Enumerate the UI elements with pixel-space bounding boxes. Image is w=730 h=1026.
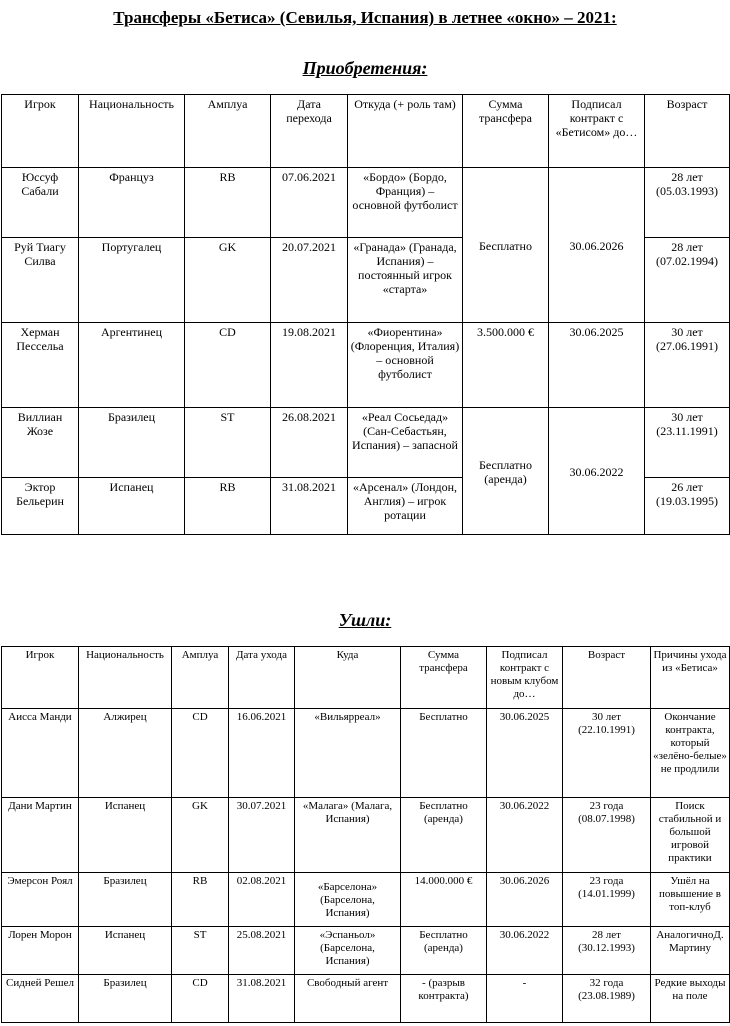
date-cell: 26.08.2021 [271,408,348,478]
date-cell: 31.08.2021 [229,975,295,1023]
to-cell: «Эспаньол» (Барселона, Испания) [295,927,401,975]
contract-cell: - [487,975,563,1023]
table-row [2,408,730,478]
acquisitions-table [1,94,730,535]
nationality-cell: Испанец [79,798,172,873]
fee-cell: Бесплатно (аренда) [463,408,549,535]
player-cell: Аисса Манди [2,709,79,798]
nationality-cell: Алжирец [79,709,172,798]
header-cell: Возраст [645,95,730,168]
header-cell: Причины ухода из «Бетиса» [651,647,730,709]
to-cell: «Барселона» (Барселона, Испания) [295,873,401,927]
header-cell: Игрок [2,647,79,709]
to-cell: «Малага» (Малага, Испания) [295,798,401,873]
nationality-cell: Португалец [79,238,185,323]
player-cell: Руй Тиагу Силва [2,238,79,323]
player-cell: Сидней Решел [2,975,79,1023]
header-cell: Амплуа [185,95,271,168]
age-cell: 30 лет (22.10.1991) [563,709,651,798]
to-cell: «Вильярреал» [295,709,401,798]
position-cell: RB [185,478,271,535]
nationality-cell: Испанец [79,478,185,535]
acquisitions-heading: Приобретения: [302,58,428,78]
age-cell: 28 лет (07.02.1994) [645,238,730,323]
from-cell: «Гранада» (Гранада, Испания) – постоянный игрок «старта» [348,238,463,323]
departures-heading: Ушли: [338,610,392,630]
fee-cell: Бесплатно [401,709,487,798]
player-cell: Виллиан Жозе [2,408,79,478]
from-cell: «Фиорентина» (Флоренция, Италия) – основной футболист [348,323,463,408]
player-cell: Юссуф Сабали [2,168,79,238]
header-cell: Игрок [2,95,79,168]
date-cell: 07.06.2021 [271,168,348,238]
fee-cell: - (разрыв контракта) [401,975,487,1023]
table-row [2,323,730,408]
nationality-cell: Бразилец [79,975,172,1023]
fee-cell: 3.500.000 € [463,323,549,408]
header-cell: Сумма трансфера [463,95,549,168]
nationality-cell: Испанец [79,927,172,975]
table-row [2,798,730,873]
nationality-cell: Бразилец [79,408,185,478]
position-cell: RB [172,873,229,927]
header-cell: Куда [295,647,401,709]
age-cell: 30 лет (27.06.1991) [645,323,730,408]
fee-cell: Бесплатно (аренда) [401,798,487,873]
header-cell: Национальность [79,95,185,168]
from-cell: «Реал Сосьедад» (Сан-Себастьян, Испания) – запасной [348,408,463,478]
player-cell: Эктор Бельерин [2,478,79,535]
fee-cell: Бесплатно (аренда) [401,927,487,975]
contract-cell: 30.06.2026 [487,873,563,927]
header-cell: Дата ухода [229,647,295,709]
table-row [2,709,730,798]
header-cell: Национальность [79,647,172,709]
from-cell: «Арсенал» (Лондон, Англия) – игрок ротации [348,478,463,535]
header-cell: Подписал контракт с новым клубом до… [487,647,563,709]
from-cell: «Бордо» (Бордо, Франция) – основной футболист [348,168,463,238]
position-cell: GK [185,238,271,323]
contract-cell: 30.06.2022 [487,927,563,975]
table-row [2,873,730,927]
fee-cell: 14.000.000 € [401,873,487,927]
reason-cell: АналогичноД. Мартину [651,927,730,975]
age-cell: 26 лет (19.03.1995) [645,478,730,535]
header-cell: Амплуа [172,647,229,709]
nationality-cell: Аргентинец [79,323,185,408]
contract-cell: 30.06.2025 [487,709,563,798]
position-cell: ST [172,927,229,975]
date-cell: 30.07.2021 [229,798,295,873]
position-cell: CD [172,709,229,798]
position-cell: GK [172,798,229,873]
date-cell: 31.08.2021 [271,478,348,535]
table-row [2,975,730,1023]
reason-cell: Редкие выходы на поле [651,975,730,1023]
nationality-cell: Бразилец [79,873,172,927]
contract-cell: 30.06.2022 [487,798,563,873]
nationality-cell: Француз [79,168,185,238]
reason-cell: Окончание контракта, который «зелёно-белые» не продлили [651,709,730,798]
reason-cell: Ушёл на повышение в топ-клуб [651,873,730,927]
contract-cell: 30.06.2022 [549,408,645,535]
departures-table [1,646,730,1023]
header-cell: Сумма трансфера [401,647,487,709]
position-cell: RB [185,168,271,238]
age-cell: 23 года (08.07.1998) [563,798,651,873]
position-cell: CD [172,975,229,1023]
fee-cell: Бесплатно [463,168,549,323]
header-cell: Откуда (+ роль там) [348,95,463,168]
date-cell: 02.08.2021 [229,873,295,927]
acquisitions-header-row [2,95,730,168]
contract-cell: 30.06.2025 [549,323,645,408]
header-cell: Возраст [563,647,651,709]
position-cell: CD [185,323,271,408]
player-cell: Дани Мартин [2,798,79,873]
reason-cell: Поиск стабильной и большой игровой практики [651,798,730,873]
age-cell: 23 года (14.01.1999) [563,873,651,927]
player-cell: Лорен Морон [2,927,79,975]
age-cell: 30 лет (23.11.1991) [645,408,730,478]
age-cell: 32 года (23.08.1989) [563,975,651,1023]
header-cell: Подписал контракт с «Бетисом» до… [549,95,645,168]
table-row [2,927,730,975]
table-row [2,168,730,238]
position-cell: ST [185,408,271,478]
date-cell: 25.08.2021 [229,927,295,975]
age-cell: 28 лет (05.03.1993) [645,168,730,238]
date-cell: 20.07.2021 [271,238,348,323]
date-cell: 16.06.2021 [229,709,295,798]
header-cell: Дата перехода [271,95,348,168]
page-title: Трансферы «Бетиса» (Севилья, Испания) в летнее «окно» – 2021: [113,8,617,27]
player-cell: Эмерсон Роял [2,873,79,927]
to-cell: Свободный агент [295,975,401,1023]
date-cell: 19.08.2021 [271,323,348,408]
contract-cell: 30.06.2026 [549,168,645,323]
player-cell: Херман Пессельа [2,323,79,408]
departures-header-row [2,647,730,709]
age-cell: 28 лет (30.12.1993) [563,927,651,975]
